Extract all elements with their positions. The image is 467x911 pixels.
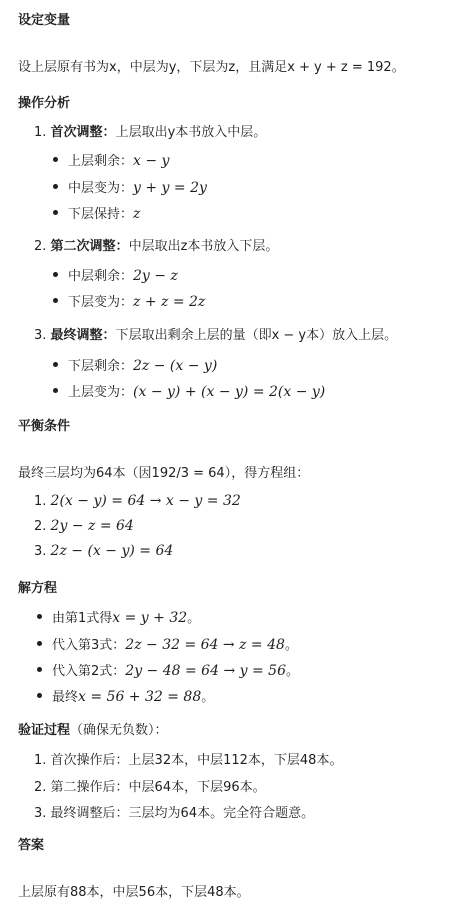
heading-solve: 解方程 [18,581,58,596]
bullet-math: x − y [133,153,170,169]
bullet-label: 中层变为： [68,181,134,196]
step-number: 1. [34,125,47,140]
verify-item [34,776,266,795]
bullet-label: 下层保持： [68,207,134,222]
equation-1 [34,493,241,509]
bullet-dot [37,667,42,672]
step-title: 第二次调整： [50,239,129,254]
step-title: 首次调整： [50,125,116,140]
bullet-label: 中层剩余： [68,269,134,284]
solve-step [52,660,299,679]
bullet-dot [53,388,58,393]
verify-title: 验证过程 [18,723,71,738]
solve-tail: 。 [187,611,201,626]
bullet-math: 2y − z [133,268,178,284]
bullet-math: z [133,206,141,222]
bullet-math: z + z = 2z [133,294,206,310]
solve-tail: 。 [201,690,215,705]
equation-number: 2. [34,519,47,534]
bullet-dot [37,693,42,698]
bullet-item [68,381,325,400]
bullet-label: 下层变为： [68,295,134,310]
solve-tail: 。 [285,664,299,679]
verify-item [34,749,342,768]
bullet-item [68,355,217,374]
equation-number: 3. [34,544,47,559]
solve-label: 最终 [52,690,79,705]
bullet-label: 下层剩余： [68,359,134,374]
bullet-item [68,291,205,310]
solve-math: 2y − 48 = 64 → y = 56 [125,663,286,679]
step-2 [34,235,278,254]
bullet-math: 2z − (x − y) [133,358,218,374]
solve-math: x = 56 + 32 = 88 [78,689,202,705]
step-3 [34,324,397,343]
solve-tail: 。 [284,638,298,653]
bullet-dot [53,184,58,189]
solve-math: 2z − 32 = 64 → z = 48 [125,637,285,653]
variables-paragraph [18,56,405,75]
variables-text: 设上层原有书为x，中层为y，下层为z，且满足x + y + z = 192。 [18,60,405,75]
verify-number: 3. [34,806,47,821]
equation-math: 2z − (x − y) = 64 [50,543,174,559]
solve-label: 代入第3式： [52,638,126,653]
bullet-dot [53,272,58,277]
verify-text: 最终调整后：三层均为64本。完全符合题意。 [50,806,315,821]
verify-text: 第二操作后：中层64本，下层96本。 [50,780,266,795]
equation-math: 2(x − y) = 64 → x − y = 32 [50,493,241,509]
equation-number: 1. [34,494,47,509]
verify-note: （确保无负数）： [70,723,168,738]
heading-balance-condition: 平衡条件 [18,419,71,434]
verify-number: 2. [34,780,47,795]
step-desc: 上层取出y本书放入中层。 [115,125,267,140]
balance-paragraph: 最终三层均为64本（因192/3 = 64），得方程组： [18,466,310,481]
solve-step [52,634,298,653]
bullet-item [68,150,169,169]
bullet-dot [53,298,58,303]
step-number: 2. [34,239,47,254]
heading-operation-analysis: 操作分析 [18,96,71,111]
bullet-label: 上层变为： [68,385,134,400]
bullet-math: y + y = 2y [133,180,207,196]
answer-text: 上层原有88本，中层56本，下层48本。 [18,885,250,900]
solve-step [52,607,200,626]
step-title: 最终调整： [50,328,116,343]
bullet-item [68,177,207,196]
bullet-dot [37,641,42,646]
bullet-label: 上层剩余： [68,154,134,169]
solve-step [52,686,214,705]
bullet-dot [53,157,58,162]
bullet-math: (x − y) + (x − y) = 2(x − y) [133,384,326,400]
step-1 [34,121,266,140]
verify-number: 1. [34,753,47,768]
step-number: 3. [34,328,47,343]
heading-set-variables: 设定变量 [18,13,71,28]
bullet-item [68,203,140,222]
solve-math: x = y + 32 [112,610,188,626]
equation-2 [34,518,134,534]
solve-label: 代入第2式： [52,664,126,679]
step-desc: 中层取出z本书放入下层。 [128,239,279,254]
solve-label: 由第1式得 [52,611,113,626]
step-desc: 下层取出剩余上层的量（即x − y本）放入上层。 [115,328,398,343]
equation-math: 2y − z = 64 [50,518,134,534]
bullet-dot [53,362,58,367]
bullet-dot [37,614,42,619]
bullet-item [68,265,178,284]
heading-verify [18,719,168,738]
verify-item [34,802,314,821]
bullet-dot [53,210,58,215]
verify-text: 首次操作后：上层32本，中层112本，下层48本。 [50,753,343,768]
equation-3 [34,543,173,559]
heading-answer: 答案 [18,838,45,853]
